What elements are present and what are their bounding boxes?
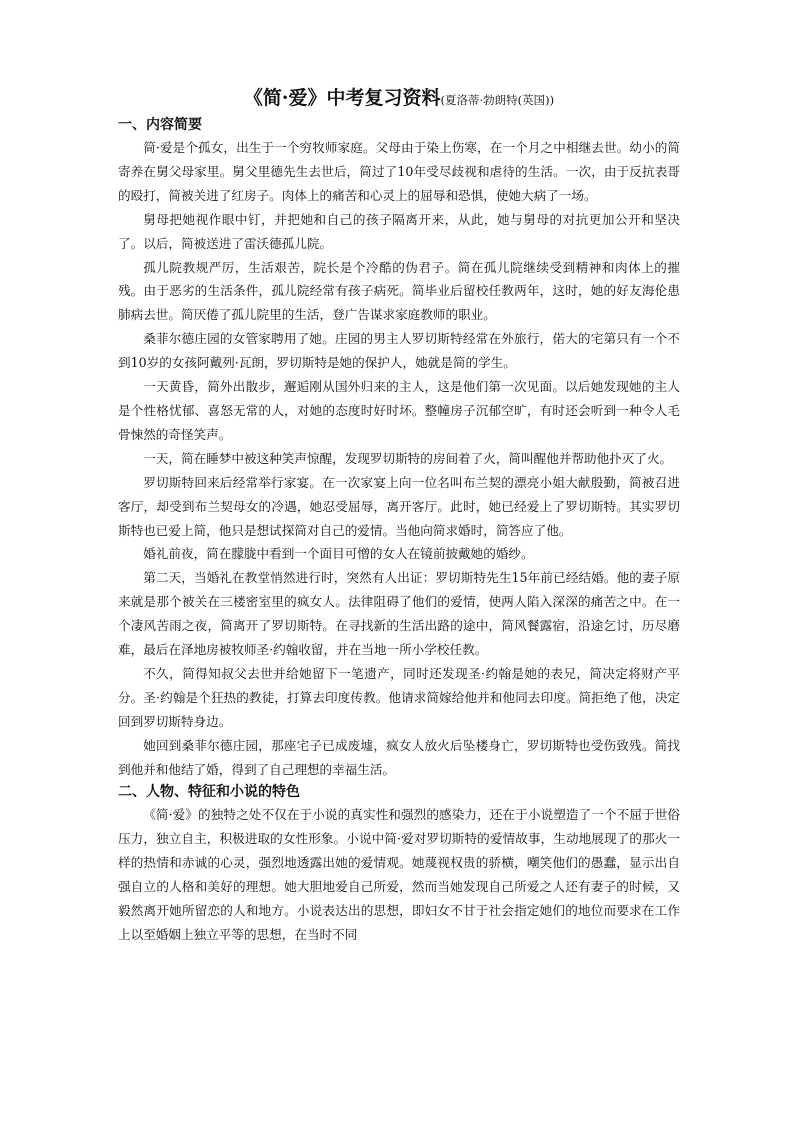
summary-paragraph-4: 桑菲尔德庄园的女管家聘用了她。庄园的男主人罗切斯特经常在外旅行，偌大的宅第只有一个不到10岁的女孩阿戴列·瓦朗，罗切斯特是她的保护人，她就是简的学生。 — [118, 331, 680, 371]
summary-paragraph-8: 婚礼前夜，简在朦胧中看到一个面目可憎的女人在镜前披戴她的婚纱。 — [143, 546, 534, 562]
title-subtitle: (夏洛蒂·勃朗特(英国)) — [440, 93, 555, 107]
section-heading-summary: 一、内容简要 — [118, 117, 202, 133]
summary-paragraph-3: 孤儿院教规严厉，生活艰苦，院长是个冷酷的伪君子。简在孤儿院继续受到精神和肉体上的摧残。由于恶劣的生活条件，孤儿院经常有孩子病死。简毕业后留校任教两年，这时，她的好友海伦患肺病去世。简厌倦了孤儿院里的生活，登广告谋求家庭教师的职业。 — [118, 259, 680, 323]
section-heading-characters: 二、人物、特征和小说的特色 — [118, 784, 300, 801]
summary-paragraph-5: 一天黄昏，简外出散步，邂逅刚从国外归来的主人，这是他们第一次见面。以后她发现她的主人是个性格忧郁、喜怒无常的人，对她的态度时好时坏。整幢房子沉郁空旷，有时还会听到一种令人毛骨悚然的奇怪笑声。 — [118, 379, 680, 442]
summary-paragraph-10: 不久，简得知叔父去世并给她留下一笔遗产，同时还发现圣·约翰是她的表兄，简决定将财产平分。圣·约翰是个狂热的教徒，打算去印度传教。他请求简嫁给他并和他同去印度。简拒绝了他，决定回到罗切斯特身边。 — [118, 665, 680, 729]
characters-paragraph-1: 《简·爱》的独特之处不仅在于小说的真实性和强烈的感染力，还在于小说塑造了一个不屈于世俗压力，独立自主，积极进取的女性形象。小说中简·爱对罗切斯特的爱情故事，生动地展现了的那火一样的热情和赤诚的心灵，强烈地透露出她的爱情观。她蔑视权贵的骄横，嘲笑他们的愚蠢，显示出自强自立的人格和美好的理想。她大胆地爱自己所爱，然而当她发现自己所爱之人还有妻子的时候，又毅然离开她所留恋的人和地方。小说表达出的思想，即妇女不甘于社会指定她们的地位而要求在工作上以至婚姻上独立平等的思想，在当时不同 — [118, 807, 680, 942]
summary-paragraph-9: 第二天，当婚礼在教堂悄然进行时，突然有人出证：罗切斯特先生15年前已经结婚。他的妻子原来就是那个被关在三楼密室里的疯女人。法律阻碍了他们的爱情，使两人陷入深深的痛苦之中。在一个凄风苦雨之夜，简离开了罗切斯特。在寻找新的生活出路的途中，简风餐露宿，沿途乞讨，历尽磨难，最后在泽地房被牧师圣·约翰收留，并在当地一所小学校任教。 — [118, 570, 680, 658]
summary-paragraph-1: 简·爱是个孤女，出生于一个穷牧师家庭。父母由于染上伤寒，在一个月之中相继去世。幼小的简寄养在舅父母家里。舅父里德先生去世后，简过了10年受尽歧视和虐待的生活。一次，由于反抗表哥的殴打，简被关进了红房子。肉体上的痛苦和心灵上的屈辱和恐惧，使她大病了一场。 — [118, 140, 680, 203]
summary-paragraph-7: 罗切斯特回来后经常举行家宴。在一次家宴上向一位名叫布兰契的漂亮小姐大献殷勤，简被召进客厅，却受到布兰契母女的冷遇，她忍受屈辱，离开客厅。此时，她已经爱上了罗切斯特。其实罗切斯特也已爱上简，他只是想试探简对自己的爱情。当他向简求婚时，简答应了他。 — [118, 474, 680, 538]
summary-paragraph-6: 一天，简在睡梦中被这种笑声惊醒，发现罗切斯特的房间着了火，简叫醒他并帮助他扑灭了火。 — [143, 450, 673, 466]
summary-paragraph-11: 她回到桑菲尔德庄园，那座宅子已成废墟，疯女人放火后坠楼身亡，罗切斯特也受伤致残。简找到他并和他结了婚，得到了自己理想的幸福生活。 — [118, 737, 680, 777]
document-title — [118, 84, 680, 112]
document-page — [118, 84, 680, 947]
title-main: 《简·爱》中考复习资料 — [243, 87, 441, 109]
summary-paragraph-2: 舅母把她视作眼中钉，并把她和自己的孩子隔离开来，从此，她与舅母的对抗更加公开和坚决了。以后，简被送进了雷沃德孤儿院。 — [118, 211, 680, 251]
